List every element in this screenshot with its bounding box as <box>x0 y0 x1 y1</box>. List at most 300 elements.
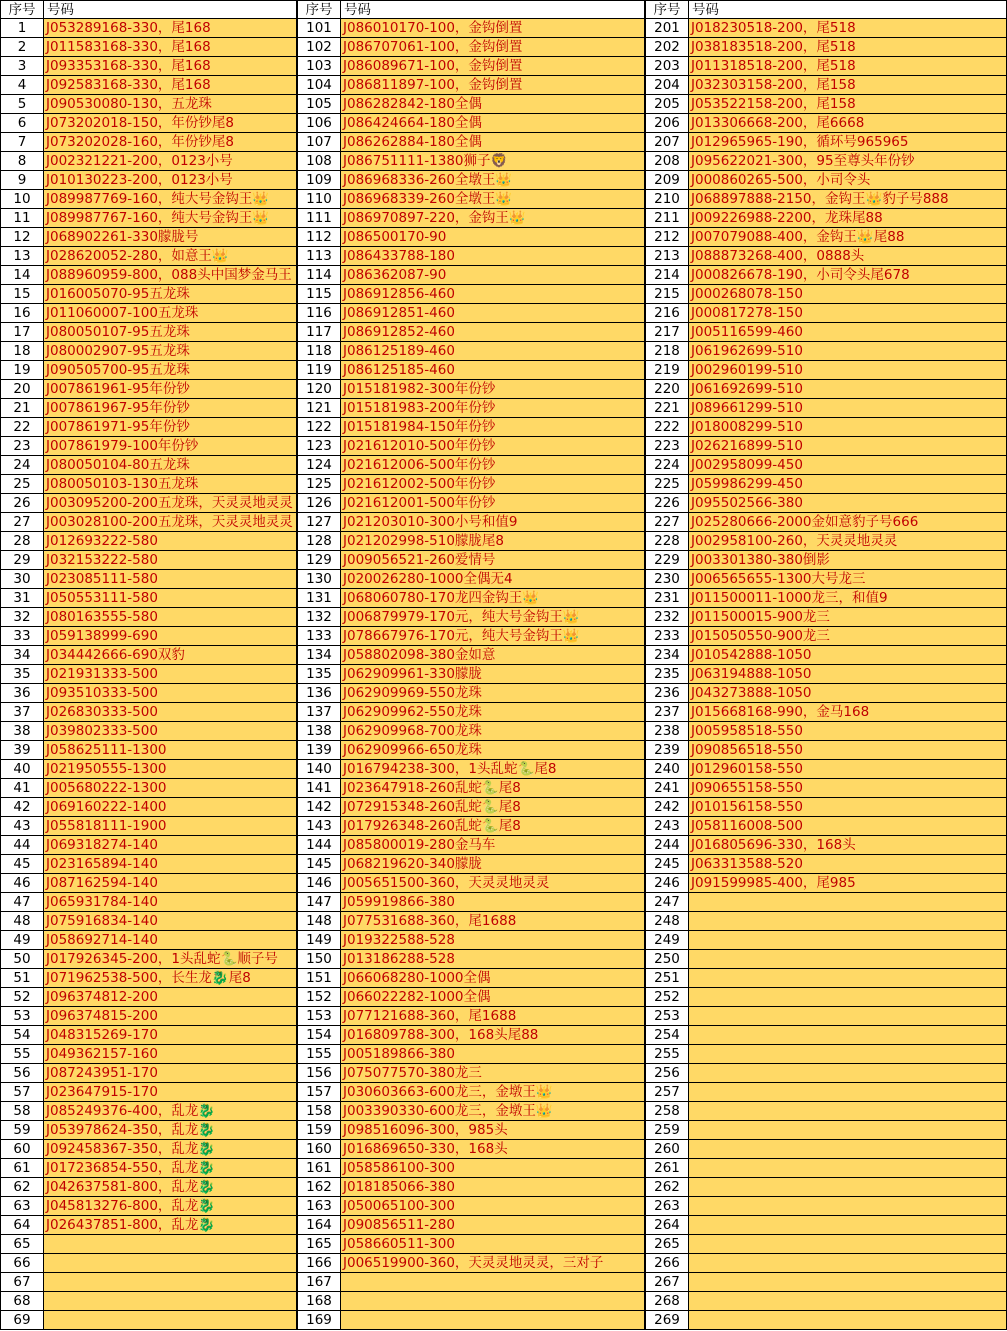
code-cell[interactable]: J090655158-550 <box>689 779 1007 798</box>
row-number-cell[interactable]: 48 <box>0 912 44 931</box>
code-cell[interactable]: J073202028-160，年份钞尾8 <box>44 133 297 152</box>
code-cell[interactable]: J091599985-400，尾985 <box>689 874 1007 893</box>
row-number-cell[interactable]: 203 <box>645 57 689 76</box>
code-cell[interactable]: J010156158-550 <box>689 798 1007 817</box>
row-number-cell[interactable]: 39 <box>0 741 44 760</box>
code-cell[interactable]: J002958099-450 <box>689 456 1007 475</box>
code-cell[interactable]: J026216899-510 <box>689 437 1007 456</box>
code-cell[interactable]: J090530080-130，五龙珠 <box>44 95 297 114</box>
header-no[interactable]: 序号 <box>645 0 689 19</box>
code-cell[interactable]: J021612002-500年份钞 <box>341 475 645 494</box>
code-cell[interactable]: J023647918-260乱蛇🐍尾8 <box>341 779 645 798</box>
code-cell[interactable]: J016805696-330，168头 <box>689 836 1007 855</box>
row-number-cell[interactable]: 31 <box>0 589 44 608</box>
row-number-cell[interactable]: 237 <box>645 703 689 722</box>
code-cell[interactable]: J090856511-280 <box>341 1216 645 1235</box>
row-number-cell[interactable]: 138 <box>297 722 341 741</box>
row-number-cell[interactable]: 20 <box>0 380 44 399</box>
row-number-cell[interactable]: 43 <box>0 817 44 836</box>
row-number-cell[interactable]: 226 <box>645 494 689 513</box>
row-number-cell[interactable]: 40 <box>0 760 44 779</box>
code-cell[interactable]: J068060780-170龙四金钩王👑 <box>341 589 645 608</box>
row-number-cell[interactable]: 158 <box>297 1102 341 1121</box>
code-cell[interactable]: J096374815-200 <box>44 1007 297 1026</box>
row-number-cell[interactable]: 137 <box>297 703 341 722</box>
code-cell[interactable]: J095502566-380 <box>689 494 1007 513</box>
row-number-cell[interactable]: 11 <box>0 209 44 228</box>
row-number-cell[interactable]: 125 <box>297 475 341 494</box>
row-number-cell[interactable]: 118 <box>297 342 341 361</box>
row-number-cell[interactable]: 140 <box>297 760 341 779</box>
row-number-cell[interactable]: 238 <box>645 722 689 741</box>
code-cell[interactable]: J086433788-180 <box>341 247 645 266</box>
row-number-cell[interactable]: 222 <box>645 418 689 437</box>
row-number-cell[interactable]: 141 <box>297 779 341 798</box>
code-cell[interactable]: J015181983-200年份钞 <box>341 399 645 418</box>
row-number-cell[interactable]: 129 <box>297 551 341 570</box>
row-number-cell[interactable]: 63 <box>0 1197 44 1216</box>
row-number-cell[interactable]: 111 <box>297 209 341 228</box>
code-cell[interactable] <box>44 1292 297 1311</box>
code-cell[interactable]: J039802333-500 <box>44 722 297 741</box>
row-number-cell[interactable]: 41 <box>0 779 44 798</box>
code-cell[interactable]: J062909968-700龙珠 <box>341 722 645 741</box>
code-cell[interactable] <box>689 1064 1007 1083</box>
code-cell[interactable]: J021931333-500 <box>44 665 297 684</box>
code-cell[interactable]: J013186288-528 <box>341 950 645 969</box>
row-number-cell[interactable]: 154 <box>297 1026 341 1045</box>
row-number-cell[interactable]: 28 <box>0 532 44 551</box>
code-cell[interactable]: J069318274-140 <box>44 836 297 855</box>
row-number-cell[interactable]: 251 <box>645 969 689 988</box>
code-cell[interactable]: J038183518-200，尾518 <box>689 38 1007 57</box>
row-number-cell[interactable]: 244 <box>645 836 689 855</box>
row-number-cell[interactable]: 165 <box>297 1235 341 1254</box>
code-cell[interactable]: J086010170-100，金钩倒置 <box>341 19 645 38</box>
code-cell[interactable]: J077121688-360，尾1688 <box>341 1007 645 1026</box>
code-cell[interactable]: J000268078-150 <box>689 285 1007 304</box>
header-no[interactable]: 序号 <box>297 0 341 19</box>
code-cell[interactable]: J095622021-300，95至尊头年份钞 <box>689 152 1007 171</box>
code-cell[interactable]: J066068280-1000全偶 <box>341 969 645 988</box>
code-cell[interactable]: J020026280-1000全偶无4 <box>341 570 645 589</box>
row-number-cell[interactable]: 151 <box>297 969 341 988</box>
code-cell[interactable]: J089987767-160，纯大号金钩王👑 <box>44 209 297 228</box>
code-cell[interactable]: J012965965-190，循环号965965 <box>689 133 1007 152</box>
code-cell[interactable]: J015181982-300年份钞 <box>341 380 645 399</box>
code-cell[interactable]: J018230518-200，尾518 <box>689 19 1007 38</box>
row-number-cell[interactable]: 143 <box>297 817 341 836</box>
row-number-cell[interactable]: 5 <box>0 95 44 114</box>
row-number-cell[interactable]: 160 <box>297 1140 341 1159</box>
code-cell[interactable]: J080050103-130五龙珠 <box>44 475 297 494</box>
code-cell[interactable] <box>689 1007 1007 1026</box>
code-cell[interactable]: J093353168-330，尾168 <box>44 57 297 76</box>
row-number-cell[interactable]: 24 <box>0 456 44 475</box>
code-cell[interactable]: J009226988-2200，龙珠尾88 <box>689 209 1007 228</box>
code-cell[interactable]: J086811897-100，金钩倒置 <box>341 76 645 95</box>
row-number-cell[interactable]: 135 <box>297 665 341 684</box>
code-cell[interactable]: J086424664-180全偶 <box>341 114 645 133</box>
row-number-cell[interactable]: 42 <box>0 798 44 817</box>
row-number-cell[interactable]: 33 <box>0 627 44 646</box>
code-cell[interactable]: J005680222-1300 <box>44 779 297 798</box>
code-cell[interactable]: J009056521-260爱情号 <box>341 551 645 570</box>
header-no[interactable]: 序号 <box>0 0 44 19</box>
row-number-cell[interactable]: 66 <box>0 1254 44 1273</box>
row-number-cell[interactable]: 254 <box>645 1026 689 1045</box>
row-number-cell[interactable]: 145 <box>297 855 341 874</box>
row-number-cell[interactable]: 245 <box>645 855 689 874</box>
code-cell[interactable]: J089661299-510 <box>689 399 1007 418</box>
row-number-cell[interactable]: 51 <box>0 969 44 988</box>
row-number-cell[interactable]: 163 <box>297 1197 341 1216</box>
code-cell[interactable]: J092583168-330，尾168 <box>44 76 297 95</box>
row-number-cell[interactable]: 103 <box>297 57 341 76</box>
row-number-cell[interactable]: 1 <box>0 19 44 38</box>
code-cell[interactable]: J010542888-1050 <box>689 646 1007 665</box>
row-number-cell[interactable]: 15 <box>0 285 44 304</box>
code-cell[interactable]: J087162594-140 <box>44 874 297 893</box>
row-number-cell[interactable]: 241 <box>645 779 689 798</box>
code-cell[interactable] <box>689 1273 1007 1292</box>
row-number-cell[interactable]: 109 <box>297 171 341 190</box>
row-number-cell[interactable]: 230 <box>645 570 689 589</box>
row-number-cell[interactable]: 153 <box>297 1007 341 1026</box>
row-number-cell[interactable]: 3 <box>0 57 44 76</box>
row-number-cell[interactable]: 243 <box>645 817 689 836</box>
row-number-cell[interactable]: 250 <box>645 950 689 969</box>
row-number-cell[interactable]: 69 <box>0 1311 44 1330</box>
code-cell[interactable]: J058692714-140 <box>44 931 297 950</box>
code-cell[interactable]: J050065100-300 <box>341 1197 645 1216</box>
row-number-cell[interactable]: 219 <box>645 361 689 380</box>
row-number-cell[interactable]: 246 <box>645 874 689 893</box>
code-cell[interactable]: J075916834-140 <box>44 912 297 931</box>
row-number-cell[interactable]: 205 <box>645 95 689 114</box>
code-cell[interactable]: J086362087-90 <box>341 266 645 285</box>
row-number-cell[interactable]: 247 <box>645 893 689 912</box>
code-cell[interactable]: J002960199-510 <box>689 361 1007 380</box>
row-number-cell[interactable]: 55 <box>0 1045 44 1064</box>
row-number-cell[interactable]: 9 <box>0 171 44 190</box>
row-number-cell[interactable]: 62 <box>0 1178 44 1197</box>
row-number-cell[interactable]: 29 <box>0 551 44 570</box>
row-number-cell[interactable]: 131 <box>297 589 341 608</box>
row-number-cell[interactable]: 52 <box>0 988 44 1007</box>
row-number-cell[interactable]: 155 <box>297 1045 341 1064</box>
row-number-cell[interactable]: 208 <box>645 152 689 171</box>
code-cell[interactable]: J062909969-550龙珠 <box>341 684 645 703</box>
row-number-cell[interactable]: 144 <box>297 836 341 855</box>
row-number-cell[interactable]: 148 <box>297 912 341 931</box>
code-cell[interactable]: J002958100-260，天灵灵地灵灵 <box>689 532 1007 551</box>
code-cell[interactable]: J017236854-550，乱龙🐉 <box>44 1159 297 1178</box>
row-number-cell[interactable]: 17 <box>0 323 44 342</box>
code-cell[interactable]: J006879979-170元，纯大号金钩王👑 <box>341 608 645 627</box>
row-number-cell[interactable]: 59 <box>0 1121 44 1140</box>
code-cell[interactable]: J013306668-200，尾6668 <box>689 114 1007 133</box>
code-cell[interactable]: J023165894-140 <box>44 855 297 874</box>
code-cell[interactable]: J018008299-510 <box>689 418 1007 437</box>
code-cell[interactable]: J023647915-170 <box>44 1083 297 1102</box>
row-number-cell[interactable]: 215 <box>645 285 689 304</box>
code-cell[interactable]: J026437851-800，乱龙🐉 <box>44 1216 297 1235</box>
row-number-cell[interactable]: 147 <box>297 893 341 912</box>
row-number-cell[interactable]: 134 <box>297 646 341 665</box>
code-cell[interactable]: J058586100-300 <box>341 1159 645 1178</box>
row-number-cell[interactable]: 225 <box>645 475 689 494</box>
row-number-cell[interactable]: 36 <box>0 684 44 703</box>
code-cell[interactable]: J012960158-550 <box>689 760 1007 779</box>
code-cell[interactable]: J003301380-380倒影 <box>689 551 1007 570</box>
code-cell[interactable]: J050553111-580 <box>44 589 297 608</box>
code-cell[interactable] <box>689 931 1007 950</box>
code-cell[interactable] <box>341 1311 645 1330</box>
row-number-cell[interactable]: 169 <box>297 1311 341 1330</box>
row-number-cell[interactable]: 201 <box>645 19 689 38</box>
code-cell[interactable]: J068897888-2150，金钩王👑豹子号888 <box>689 190 1007 209</box>
code-cell[interactable]: J015181984-150年份钞 <box>341 418 645 437</box>
row-number-cell[interactable]: 142 <box>297 798 341 817</box>
code-cell[interactable]: J005651500-360，天灵灵地灵灵 <box>341 874 645 893</box>
code-cell[interactable]: J062909962-550龙珠 <box>341 703 645 722</box>
row-number-cell[interactable]: 210 <box>645 190 689 209</box>
code-cell[interactable]: J068219620-340朦胧 <box>341 855 645 874</box>
code-cell[interactable]: J007861967-95年份钞 <box>44 399 297 418</box>
row-number-cell[interactable]: 126 <box>297 494 341 513</box>
code-cell[interactable]: J088960959-800，088头中国梦金马王 <box>44 266 297 285</box>
code-cell[interactable]: J066022282-1000全偶 <box>341 988 645 1007</box>
code-cell[interactable]: J086707061-100，金钩倒置 <box>341 38 645 57</box>
code-cell[interactable]: J017926345-200，1头乱蛇🐍顺子号 <box>44 950 297 969</box>
row-number-cell[interactable]: 37 <box>0 703 44 722</box>
code-cell[interactable]: J089987769-160，纯大号金钩王👑 <box>44 190 297 209</box>
row-number-cell[interactable]: 49 <box>0 931 44 950</box>
code-cell[interactable]: J003390330-600龙三，金墩王👑 <box>341 1102 645 1121</box>
code-cell[interactable]: J049362157-160 <box>44 1045 297 1064</box>
code-cell[interactable]: J011500015-900龙三 <box>689 608 1007 627</box>
code-cell[interactable]: J058660511-300 <box>341 1235 645 1254</box>
code-cell[interactable]: J071962538-500，长生龙🐉尾8 <box>44 969 297 988</box>
row-number-cell[interactable]: 217 <box>645 323 689 342</box>
row-number-cell[interactable]: 167 <box>297 1273 341 1292</box>
row-number-cell[interactable]: 108 <box>297 152 341 171</box>
row-number-cell[interactable]: 139 <box>297 741 341 760</box>
code-cell[interactable]: J061692699-510 <box>689 380 1007 399</box>
row-number-cell[interactable]: 67 <box>0 1273 44 1292</box>
row-number-cell[interactable]: 50 <box>0 950 44 969</box>
row-number-cell[interactable]: 34 <box>0 646 44 665</box>
row-number-cell[interactable]: 233 <box>645 627 689 646</box>
code-cell[interactable] <box>44 1273 297 1292</box>
row-number-cell[interactable]: 204 <box>645 76 689 95</box>
row-number-cell[interactable]: 128 <box>297 532 341 551</box>
row-number-cell[interactable]: 64 <box>0 1216 44 1235</box>
row-number-cell[interactable]: 231 <box>645 589 689 608</box>
code-cell[interactable]: J017926348-260乱蛇🐍尾8 <box>341 817 645 836</box>
code-cell[interactable]: J053522158-200，尾158 <box>689 95 1007 114</box>
code-cell[interactable]: J072915348-260乱蛇🐍尾8 <box>341 798 645 817</box>
code-cell[interactable]: J075077570-380龙三 <box>341 1064 645 1083</box>
row-number-cell[interactable]: 228 <box>645 532 689 551</box>
code-cell[interactable]: J062909966-650龙珠 <box>341 741 645 760</box>
header-code[interactable]: 号码 <box>341 0 645 19</box>
row-number-cell[interactable]: 256 <box>645 1064 689 1083</box>
row-number-cell[interactable]: 65 <box>0 1235 44 1254</box>
row-number-cell[interactable]: 102 <box>297 38 341 57</box>
row-number-cell[interactable]: 257 <box>645 1083 689 1102</box>
code-cell[interactable]: J028620052-280，如意王👑 <box>44 247 297 266</box>
code-cell[interactable] <box>689 1216 1007 1235</box>
code-cell[interactable]: J019322588-528 <box>341 931 645 950</box>
row-number-cell[interactable]: 46 <box>0 874 44 893</box>
row-number-cell[interactable]: 212 <box>645 228 689 247</box>
row-number-cell[interactable]: 258 <box>645 1102 689 1121</box>
code-cell[interactable]: J055818111-1900 <box>44 817 297 836</box>
code-cell[interactable]: J007079088-400，金钩王👑尾88 <box>689 228 1007 247</box>
code-cell[interactable]: J077531688-360，尾1688 <box>341 912 645 931</box>
code-cell[interactable]: J061962699-510 <box>689 342 1007 361</box>
code-cell[interactable]: J058802098-380金如意 <box>341 646 645 665</box>
code-cell[interactable]: J065931784-140 <box>44 893 297 912</box>
code-cell[interactable] <box>689 1121 1007 1140</box>
row-number-cell[interactable]: 18 <box>0 342 44 361</box>
row-number-cell[interactable]: 60 <box>0 1140 44 1159</box>
code-cell[interactable] <box>689 1292 1007 1311</box>
row-number-cell[interactable]: 19 <box>0 361 44 380</box>
code-cell[interactable]: J078667976-170元，纯大号金钩王👑 <box>341 627 645 646</box>
row-number-cell[interactable]: 8 <box>0 152 44 171</box>
code-cell[interactable] <box>689 912 1007 931</box>
row-number-cell[interactable]: 239 <box>645 741 689 760</box>
code-cell[interactable]: J023085111-580 <box>44 570 297 589</box>
code-cell[interactable]: J016809788-300，168头尾88 <box>341 1026 645 1045</box>
row-number-cell[interactable]: 104 <box>297 76 341 95</box>
row-number-cell[interactable]: 45 <box>0 855 44 874</box>
row-number-cell[interactable]: 54 <box>0 1026 44 1045</box>
code-cell[interactable]: J058625111-1300 <box>44 741 297 760</box>
row-number-cell[interactable]: 164 <box>297 1216 341 1235</box>
code-cell[interactable] <box>689 969 1007 988</box>
row-number-cell[interactable]: 268 <box>645 1292 689 1311</box>
code-cell[interactable]: J085800019-280金马车 <box>341 836 645 855</box>
row-number-cell[interactable]: 229 <box>645 551 689 570</box>
code-cell[interactable] <box>689 950 1007 969</box>
row-number-cell[interactable]: 27 <box>0 513 44 532</box>
row-number-cell[interactable]: 106 <box>297 114 341 133</box>
code-cell[interactable]: J080050107-95五龙珠 <box>44 323 297 342</box>
row-number-cell[interactable]: 240 <box>645 760 689 779</box>
code-cell[interactable]: J032153222-580 <box>44 551 297 570</box>
row-number-cell[interactable]: 136 <box>297 684 341 703</box>
code-cell[interactable]: J007861961-95年份钞 <box>44 380 297 399</box>
code-cell[interactable]: J011583168-330，尾168 <box>44 38 297 57</box>
code-cell[interactable]: J015668168-990，金马168 <box>689 703 1007 722</box>
code-cell[interactable]: J016869650-330，168头 <box>341 1140 645 1159</box>
code-cell[interactable]: J053978624-350，乱龙🐉 <box>44 1121 297 1140</box>
row-number-cell[interactable]: 236 <box>645 684 689 703</box>
row-number-cell[interactable]: 252 <box>645 988 689 1007</box>
row-number-cell[interactable]: 150 <box>297 950 341 969</box>
code-cell[interactable] <box>689 893 1007 912</box>
row-number-cell[interactable]: 114 <box>297 266 341 285</box>
row-number-cell[interactable]: 202 <box>645 38 689 57</box>
code-cell[interactable]: J085249376-400，乱龙🐉 <box>44 1102 297 1121</box>
row-number-cell[interactable]: 220 <box>645 380 689 399</box>
header-code[interactable]: 号码 <box>689 0 1007 19</box>
code-cell[interactable]: J007861971-95年份钞 <box>44 418 297 437</box>
row-number-cell[interactable]: 117 <box>297 323 341 342</box>
code-cell[interactable]: J015050550-900龙三 <box>689 627 1007 646</box>
code-cell[interactable]: J080002907-95五龙珠 <box>44 342 297 361</box>
code-cell[interactable]: J069160222-1400 <box>44 798 297 817</box>
code-cell[interactable] <box>689 1254 1007 1273</box>
code-cell[interactable]: J086751111-1380狮子🦁 <box>341 152 645 171</box>
code-cell[interactable]: J021612010-500年份钞 <box>341 437 645 456</box>
code-cell[interactable]: J058116008-500 <box>689 817 1007 836</box>
code-cell[interactable] <box>689 1178 1007 1197</box>
code-cell[interactable]: J005116599-460 <box>689 323 1007 342</box>
row-number-cell[interactable]: 116 <box>297 304 341 323</box>
code-cell[interactable]: J063194888-1050 <box>689 665 1007 684</box>
code-cell[interactable] <box>689 1235 1007 1254</box>
code-cell[interactable]: J059986299-450 <box>689 475 1007 494</box>
code-cell[interactable]: J021612006-500年份钞 <box>341 456 645 475</box>
code-cell[interactable]: J043273888-1050 <box>689 684 1007 703</box>
code-cell[interactable]: J000860265-500，小司令头 <box>689 171 1007 190</box>
code-cell[interactable]: J086912856-460 <box>341 285 645 304</box>
code-cell[interactable]: J007861979-100年份钞 <box>44 437 297 456</box>
code-cell[interactable] <box>341 1273 645 1292</box>
row-number-cell[interactable]: 113 <box>297 247 341 266</box>
row-number-cell[interactable]: 218 <box>645 342 689 361</box>
row-number-cell[interactable]: 260 <box>645 1140 689 1159</box>
row-number-cell[interactable]: 149 <box>297 931 341 950</box>
code-cell[interactable]: J011318518-200，尾518 <box>689 57 1007 76</box>
code-cell[interactable] <box>44 1311 297 1330</box>
row-number-cell[interactable]: 10 <box>0 190 44 209</box>
code-cell[interactable]: J005958518-550 <box>689 722 1007 741</box>
code-cell[interactable]: J086262884-180全偶 <box>341 133 645 152</box>
code-cell[interactable]: J021612001-500年份钞 <box>341 494 645 513</box>
row-number-cell[interactable]: 7 <box>0 133 44 152</box>
code-cell[interactable]: J045813276-800，乱龙🐉 <box>44 1197 297 1216</box>
row-number-cell[interactable]: 47 <box>0 893 44 912</box>
row-number-cell[interactable]: 57 <box>0 1083 44 1102</box>
code-cell[interactable]: J034442666-690双豹 <box>44 646 297 665</box>
row-number-cell[interactable]: 21 <box>0 399 44 418</box>
code-cell[interactable]: J025280666-2000金如意豹子号666 <box>689 513 1007 532</box>
code-cell[interactable]: J011500011-1000龙三，和值9 <box>689 589 1007 608</box>
row-number-cell[interactable]: 112 <box>297 228 341 247</box>
code-cell[interactable]: J042637581-800，乱龙🐉 <box>44 1178 297 1197</box>
code-cell[interactable] <box>689 1045 1007 1064</box>
code-cell[interactable] <box>689 1140 1007 1159</box>
code-cell[interactable] <box>689 1102 1007 1121</box>
row-number-cell[interactable]: 32 <box>0 608 44 627</box>
row-number-cell[interactable]: 261 <box>645 1159 689 1178</box>
row-number-cell[interactable]: 159 <box>297 1121 341 1140</box>
row-number-cell[interactable]: 107 <box>297 133 341 152</box>
code-cell[interactable]: J010130223-200，0123小号 <box>44 171 297 190</box>
row-number-cell[interactable]: 224 <box>645 456 689 475</box>
row-number-cell[interactable]: 38 <box>0 722 44 741</box>
code-cell[interactable]: J059138999-690 <box>44 627 297 646</box>
code-cell[interactable]: J002321221-200，0123小号 <box>44 152 297 171</box>
code-cell[interactable] <box>689 1159 1007 1178</box>
code-cell[interactable]: J003095200-200五龙珠，天灵灵地灵灵 <box>44 494 297 513</box>
